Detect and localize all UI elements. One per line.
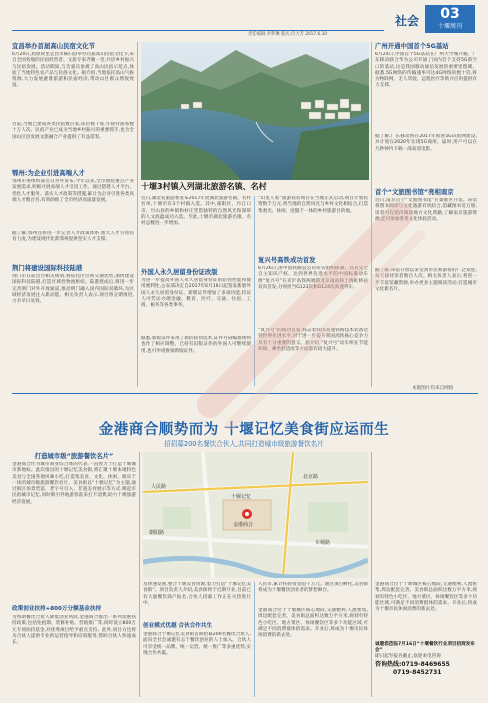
column-2 (141, 196, 251, 386)
section-rule (12, 393, 478, 394)
article-7-body-2: “复兴号”的成功首发,标志着我国高速铁路技术装备达到世界先进水平,对于进一步提升我国高铁核心竞争力具有十分重要的意义。据介绍,“复兴号”动车组在节能环保、乘坐舒适度等方面都有较大提升。 (258, 328, 368, 352)
column-divider (371, 42, 372, 387)
feature-section-2-headline: 政策创业扶持+800万分额基金扶持 (12, 606, 102, 612)
map-label: 金港商合 (233, 522, 254, 528)
article-7-body: 6月26日,由中国铁路总公司牵头组织研制、具有完全自主知识产权、达到世界先进水平的中国标准动车组“复兴号”在京沪高铁两端的北京南站和上海虹桥站双向首发,分别担当G123次和G124次高速列车。 (258, 266, 368, 290)
article-1-body-2: 目前,当地已建成各类民宿数百家,床位数千张,年接待游客数十万人次。民宿产业已成为当地乡村振兴的重要抓手,也为全国山区县发展文旅融合产业提供了有益借鉴。 (12, 122, 134, 140)
feature-column-c (258, 582, 368, 697)
feature-column-d (375, 582, 477, 697)
article-3-headline: 荆门将建设国际科技陆港 (12, 264, 83, 272)
map-image (143, 452, 368, 578)
map-label: 车城路 (315, 540, 331, 546)
contact-line: 即日起至报名截止,欢迎来电咨询 (375, 654, 441, 660)
feature-subtitle: 招招募200名餐饮合伙人,共同打造城市级旅游餐饮名片 (164, 440, 324, 448)
column-1 (12, 42, 134, 342)
masthead-meta: 责任编辑:李梦琳 版式:肖大芳 2017.6.30 (248, 32, 328, 37)
contact-box (375, 642, 477, 677)
section-title: 社会 (395, 14, 420, 28)
article-8-body: 6月24日,中国首个5G基站在广州大学城开通。广东移动联合华为公司开通了国内首个支持5G新空口的基站,这是我国移动通信发展的重要里程碑。据悉,5G网络的传输速率可达4G网络的数十倍,将为物联网、无人驾驶、远程医疗等新兴应用提供有力支撑。 (375, 52, 477, 89)
map-label: 朝阳路 (149, 530, 165, 536)
contact-line: 诚邀您莅临7月16日“十堰餐饮行业项目招商发布会” (375, 642, 475, 654)
article-5-body-2: 据悉,新版证件采用了新的防伪技术,证件号码编排规则也作了相应调整。已持有旧版证件的外国人可继续使用,也可申请换领新版证件。 (141, 336, 251, 354)
column-divider (254, 582, 255, 697)
contact-phone: 咨询热线:0719-8469655 (375, 660, 450, 668)
article-2-body-2: 据了解,鄂州还将进一步完善人才政策体系,加大人才引进培育力度,为建设现代化新鄂州提供坚实人才支撑。 (12, 231, 134, 243)
feature-section-4-body: 金港商合十堰记忆美食街首期招募200名餐饮合伙人,面向全社会诚邀有志于餐饮创业的人士加入。合伙人可享受统一品牌、统一运营、统一推广等多重优势,实现合作共赢。 (143, 632, 251, 656)
feature-section-7-body: 金港商合位于十堰城区核心地段,交通便利,人流密集,周边配套完善。美食街总面积达数万平方米,规划有特色小吃区、地方菜区、休闲餐饮区等多个功能区域,可满足不同消费群体的需求。开业后,将成为十堰市民休闲消费的新去处。 (375, 582, 477, 613)
article-6-body: “山里人家”旅游扶贫项目在当地正式启动,项目计划投资数千万元,将当地的自然风光与乡村文化相结合,打造集观光、休闲、度假于一体的乡村旅游目的地。 (258, 196, 368, 214)
article-9-headline: 首个“文旅图书馆”亮相南京 (375, 188, 454, 196)
feature-title: 金港商合顺势而为 十堰记忆美食街应运而生 (98, 422, 390, 438)
feature-section-6-body: 金港商合位于十堰城区核心地段,交通便利,人流密集,周边配套完善。美食街总面积达数万平方米,规划有特色小吃区、地方菜区、休闲餐饮区等多个功能区域,可满足不同消费群体的需求。开业后,将成为十堰市民休闲消费的新去处。 (258, 608, 368, 639)
photo-caption: 十堰3村镇入列湖北旅游名镇、名村 (141, 182, 267, 191)
page-number: 03 (440, 6, 460, 22)
map-label: 北京路 (303, 474, 319, 480)
edition-name: 十堰周刊 (437, 23, 462, 30)
column-divider (371, 452, 372, 697)
article-5-body: 为进一步提高外国人永久居留身份证的防伪性能和使用便利性,公安部决定自2017年6月16日起签发新版外国人永久居留身份证。新版证件增加了多项功能,持证人可凭证办理金融、教育、医疗、交通、住宿、工商、税务等各类事务。 (141, 278, 251, 309)
feature-section-2-body: 为帮助餐饮合伙人降低创业风险,金港商合推出一系列优惠扶持政策,包括免租期、装修补贴、营销推广等,同时设立800万元专项扶持基金,对优秀项目给予重点支持。此外,项目方还将为合伙人提供专业的运营指导和培训服务,帮助合伙人快速成长。 (12, 615, 136, 646)
column-divider (254, 196, 255, 386)
map-label: 十堰记忆 (231, 494, 252, 500)
article-8-headline: 广州开通中国首个5G基站 (375, 42, 449, 50)
article-7-headline: 复兴号高铁成功首发 (258, 256, 316, 264)
location-map (143, 452, 368, 578)
feature-section-4-headline: 创业模式优越 合伙合作共生 (143, 623, 213, 629)
masthead (0, 0, 488, 40)
column-4 (375, 42, 477, 382)
article-2-headline: 鄂州:为企业引进高端人才 (12, 169, 85, 177)
article-9-body-2: 据了解,该馆开放以来受到市民和游客的广泛欢迎,每天接待读者数百人次。相关负责人表示,将进一步丰富馆藏资源,举办更多主题阅读活动,打造城市文化新名片。 (375, 268, 477, 292)
column-divider (137, 42, 138, 387)
feature-section-1-headline: 打造城市级“旅游餐饮名片” (34, 452, 114, 460)
feature-section-5-body: 人民币,累计扶持资金超千万元。通过项目孵化,美食街将成为十堰餐饮创业者的梦想舞台。 (258, 582, 368, 594)
scenic-photo (141, 42, 369, 180)
photo-credit-note: 本版图片均来自网络 (412, 386, 454, 391)
article-8-body-2: 据了解,广东移动将在2017年推进5G试验网建设,并计划在2020年实现5G商用。届时,用户可以在几秒钟内下载一部高清电影。 (375, 134, 477, 152)
feature-column-b (143, 582, 251, 697)
masthead-rule (12, 30, 384, 31)
contact-phone: 0719-8452731 (393, 668, 442, 676)
article-3-body: 荆门市日前出台相关规划,将依托区位和交通优势,加快建设国际科技陆港,打造区域性物流枢纽。陆港建成后,将进一步完善荆门对外开放通道,推动荆门融入国内国际双循环,为区域经济发展注入新动能。相关负责人表示,项目将分期推进,力争早日见效。 (12, 274, 134, 305)
article-1-headline: 宜昌举办首届高山民宿文化节 (12, 42, 96, 50)
map-label: 人民路 (151, 484, 167, 490)
feature-column-a (12, 452, 136, 697)
landscape-image (141, 42, 369, 180)
article-1-body: 6月20日,屈原故里宜昌市秭归县举办首届高山民宿文化节,来自全国各地的民宿经营者、文旅专家齐聚一堂,共话乡村振兴与民宿发展。活动期间,与会嘉宾参观了高山民宿示范点,体验了当地特色农产品与民俗文化。据介绍,当地依托高山气候资源,大力发展避暑旅游和民宿经济,带动山区群众增收致富。 (12, 52, 134, 89)
column-3 (258, 196, 368, 386)
feature-section-1-body: 金港商合作为城市商业综合体的代表,一直致力于打造十堰城市新地标。此次推出的十堰记忆美食街,将汇聚十堰本地特色美食与全国各地风味小吃,打造集美食、文化、休闲、娱乐于一体的城市级旅游餐饮名片。美食街以“十堰记忆”为主题,通过街区场景营造、老字号引入、非遗美食展示等方式,唤起市民的城市记忆,同时吸引外地游客前来打卡消费,助力十堰旅游经济发展。 (12, 462, 136, 505)
article-2-body: 鄂州市委组织部近日对外发布,今年以来,全市围绕重点产业发展需求,积极开展高端人才引进工作。通过搭建人才平台、优化人才服务、落实人才政策等措施,累计为企业引进各类高端人才数百名,有效助推了全市经济高质量发展。 (12, 179, 134, 203)
article-9-body: 近日,南京首个“文旅图书馆”在秦淮区开馆。该馆将图书阅读与文化旅游有机结合,馆藏图书近万册,读者可在馆内阅读地方文化典籍,了解南京旅游资源,还可参加各类文化体验活动。 (375, 198, 477, 222)
article-5-headline: 外国人永久居留身份证改版 (141, 268, 218, 276)
column-divider (139, 452, 140, 697)
feature-section-3-body: 及快速发展,整合十堰美食资源,着力打造“十堰记忆美食街”。项目负责人介绍,美食街将于近期开业,目前已有大量餐饮商户报名,合伙人招募工作正在火热进行中。 (143, 582, 251, 606)
page-number-box (425, 5, 475, 33)
article-4-body: 近日,湖北省旅游委发布2017年度湖北旅游名镇、名村名单,十堰市有3个村镇入选。其中,郧阳区、丹江口市、竹山县的乡镇和村庄凭借独特的自然风光和深厚的人文底蕴成功入选。至此,十堰市湖北旅游名镇、名村总数进一步增加。 (141, 196, 251, 227)
